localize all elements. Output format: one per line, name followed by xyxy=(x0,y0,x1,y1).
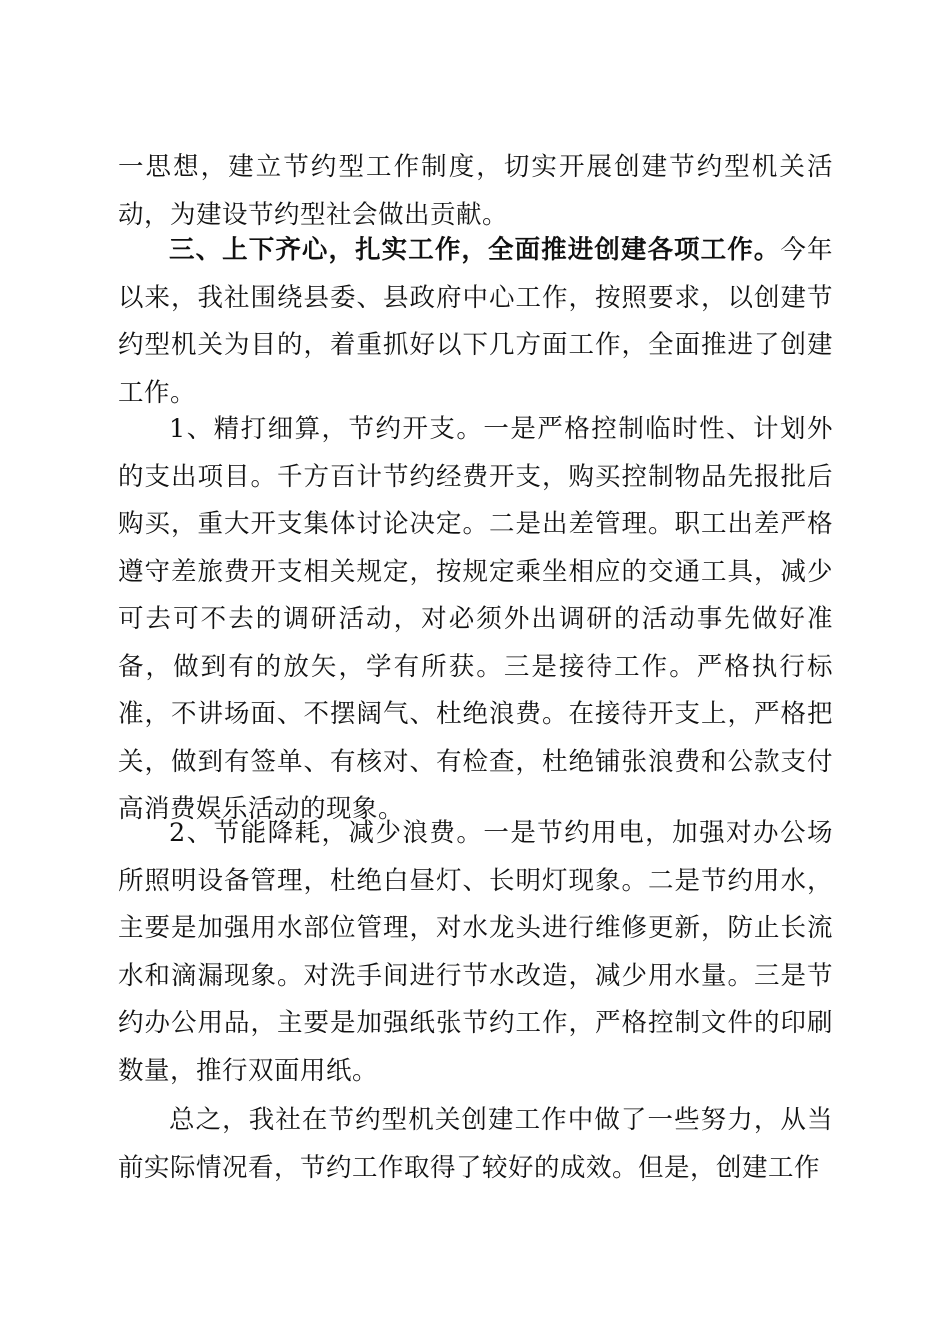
paragraph-item-2 xyxy=(118,810,833,1095)
paragraph-section-three xyxy=(118,227,833,417)
paragraph-text: 1、精打细算，节约开支。一是严格控制临时性、计划外的支出项目。千方百计节约经费开支，购买控制物品先报批后购买，重大开支集体讨论决定。二是出差管理。职工出差严格遵守差旅费开支相关规定，按规定乘坐相应的交通工具，减少可去可不去的调研活动，对必须外出调研的活动事先做好准备，做到有的放矢，学有所获。三是接待工作。严格执行标准，不讲场面、不摆阔气、杜绝浪费。在接待开支上，严格把关，做到有签单、有核对、有检查，杜绝铺张浪费和公款支付高消费娱乐活动的现象。 xyxy=(118,414,833,824)
section-heading: 三、上下齐心，扎实工作，全面推进创建各项工作。 xyxy=(169,235,781,265)
paragraph-item-1 xyxy=(118,406,833,834)
paragraph-text: 今年以来，我社围绕县委、县政府中心工作，按照要求，以创建节约型机关为目的，着重抓好以下几方面工作，全面推进了创建工作。 xyxy=(118,235,833,408)
paragraph-text: 2、节能降耗，减少浪费。一是节约用电，加强对办公场所照明设备管理，杜绝白昼灯、长明灯现象。二是节约用水，主要是加强用水部位管理，对水龙头进行维修更新，防止长流水和滴漏现象。对洗手间进行节水改造，减少用水量。三是节约办公用品，主要是加强纸张节约工作，严格控制文件的印刷数量，推行双面用纸。 xyxy=(118,818,833,1086)
paragraph-text: 一思想，建立节约型工作制度，切实开展创建节约型机关活动，为建设节约型社会做出贡献。 xyxy=(118,152,833,230)
paragraph-text: 总之，我社在节约型机关创建工作中做了一些努力，从当前实际情况看，节约工作取得了较好的成效。但是，创建工作 xyxy=(118,1105,833,1183)
paragraph-continuation xyxy=(118,144,833,239)
paragraph-summary xyxy=(118,1097,833,1192)
